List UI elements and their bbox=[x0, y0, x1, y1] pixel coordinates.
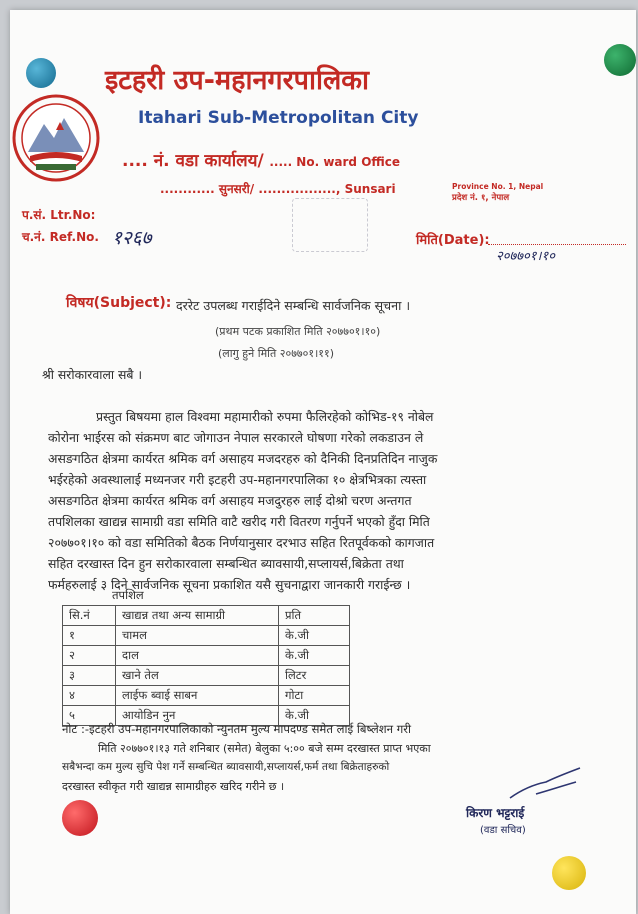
row-unit: गोटा bbox=[279, 686, 350, 706]
red-push-pin bbox=[62, 800, 98, 836]
row-item: आयोडिन नुन bbox=[116, 706, 279, 726]
signature-scribble bbox=[506, 764, 584, 806]
table-caption: तपशिल bbox=[112, 588, 144, 602]
province-english: Province No. 1, Nepal bbox=[452, 182, 544, 191]
row-serial: २ bbox=[63, 646, 116, 666]
body-line: फर्महरुलाई ३ दिने सार्वजनिक सूचना प्रकाशित यसै सुचनाद्वारा जानकारी गराईन्छ । bbox=[48, 577, 411, 592]
signatory-name: किरण भट्टराई bbox=[466, 806, 525, 820]
effective-date: (लागु हुने मिति २०७७०१।११) bbox=[218, 347, 334, 360]
row-serial: ३ bbox=[63, 666, 116, 686]
row-item: चामल bbox=[116, 626, 279, 646]
ward-office-english: ..... No. ward Office bbox=[269, 155, 401, 169]
note-line: मिति २०७७०१।१३ गते शनिबार (समेत) बेलुका ५:०० बजे सम्म दरखास्त प्राप्त भएका bbox=[98, 742, 431, 755]
ref-no-value: १२६७ bbox=[112, 227, 152, 249]
header-unit: प्रति bbox=[279, 606, 350, 626]
body-line: सहित दरखास्त दिन हुन सरोकारवाला सम्बन्धित ब्यावसायी,सप्लायर्स,बिक्रेता तथा bbox=[48, 556, 404, 571]
body-line: २०७७०१।१० को वडा समितिको बैठक निर्णयानुसार दरभाउ सहित रितपूर्वकको कागजात bbox=[48, 535, 435, 550]
ward-office-line bbox=[122, 148, 400, 171]
row-item: लाईफ ब्वाई साबन bbox=[116, 686, 279, 706]
government-emblem bbox=[10, 90, 102, 186]
header-serial: सि.नं bbox=[63, 606, 116, 626]
note-line: सबैभन्दा कम मुल्य सुचि पेश गर्ने सम्बन्धित ब्यावसायी,सप्लायर्स,फर्म तथा बिक्रेताहरुको bbox=[62, 761, 390, 773]
table-header-row bbox=[63, 606, 350, 626]
body-line: तपशिलका खाद्यन्न सामाग्री वडा समिति वाटै खरीद गरी वितरण गर्नुपर्ने भएको हुँदा मिति bbox=[48, 514, 430, 529]
row-item: खाने तेल bbox=[116, 666, 279, 686]
row-serial: १ bbox=[63, 626, 116, 646]
org-name-nepali: इटहरी उप-महानगरपालिका bbox=[105, 65, 370, 96]
date-dotted-line bbox=[488, 244, 626, 245]
salutation: श्री सरोकारवाला सबै । bbox=[42, 367, 143, 382]
blue-push-pin bbox=[26, 58, 56, 88]
row-unit: के.जी bbox=[279, 646, 350, 666]
letter-no-label: प.सं. Ltr.No: bbox=[22, 208, 96, 222]
yellow-push-pin bbox=[552, 856, 586, 890]
row-unit: के.जी bbox=[279, 626, 350, 646]
table-row bbox=[63, 646, 350, 666]
note-line: नोट :-इटहरी उप-महानगरपालिकाको न्युनतम मुल्य मापदण्ड समेत लाई बिष्लेशन गरी bbox=[62, 722, 411, 736]
row-serial: ४ bbox=[63, 686, 116, 706]
ward-office-nepali: .... नं. वडा कार्यालय/ bbox=[122, 151, 264, 171]
table-row bbox=[63, 626, 350, 646]
date-value: २०७७०१।१० bbox=[496, 249, 556, 264]
row-unit: के.जी bbox=[279, 706, 350, 726]
body-line: असङगठित क्षेत्रमा कार्यरत श्रमिक वर्ग असाहय मजदुरहरु लाई दोश्रो चरण अन्तगत bbox=[48, 493, 412, 508]
date-label: मिति(Date): bbox=[416, 233, 490, 248]
row-serial: ५ bbox=[63, 706, 116, 726]
district-line bbox=[160, 180, 396, 197]
body-line: कोरोना भाईरस को संक्रमण बाट जोगाउन नेपाल सरकारले घोषणा गरेको लकडाउन ले bbox=[48, 430, 424, 445]
body-line: प्रस्तुत बिषयमा हाल विश्वमा महामारीको रुपमा फैलिरहेको कोभिड-१९ नोबेल bbox=[96, 409, 434, 424]
items-table bbox=[62, 605, 350, 726]
province-nepali: प्रदेश नं. १, नेपाल bbox=[452, 193, 510, 203]
notice-paper bbox=[10, 10, 636, 914]
signatory-title: (वडा सचिव) bbox=[480, 825, 526, 836]
ref-no-label: च.नं. Ref.No. bbox=[22, 230, 99, 244]
table-row bbox=[63, 666, 350, 686]
district-english: ................., Sunsari bbox=[258, 182, 396, 196]
district-nepali: ............ सुनसरी/ bbox=[160, 182, 255, 196]
body-line: भईरहेको अवस्थालाई मध्यनजर गरी इटहरी उप-महानगरपालिका १० क्षेत्रभित्रका त्यस्ता bbox=[48, 472, 427, 487]
header-item: खाद्यन्न तथा अन्य सामाग्री bbox=[116, 606, 279, 626]
table-row bbox=[63, 686, 350, 706]
first-published-date: (प्रथम पटक प्रकाशित मिति २०७७०१।१०) bbox=[215, 325, 381, 338]
row-item: दाल bbox=[116, 646, 279, 666]
row-unit: लिटर bbox=[279, 666, 350, 686]
note-line: दरखास्त स्वीकृत गरी खाद्यन्न सामाग्रीहरु खरिद गरीने छ । bbox=[62, 780, 285, 793]
green-push-pin bbox=[604, 44, 636, 76]
body-line: असङगठित क्षेत्रमा कार्यरत श्रमिक वर्ग असाहय मजदरहरु को दैनिकी दिनप्रतिदिन नाजुक bbox=[48, 451, 438, 466]
subject-text: दररेट उपलब्ध गराईदिने सम्बन्धि सार्वजनिक सूचना । bbox=[176, 298, 411, 313]
subject-label: विषय(Subject): bbox=[66, 295, 172, 311]
org-name-english: Itahari Sub-Metropolitan City bbox=[138, 108, 419, 128]
received-stamp bbox=[292, 198, 368, 252]
